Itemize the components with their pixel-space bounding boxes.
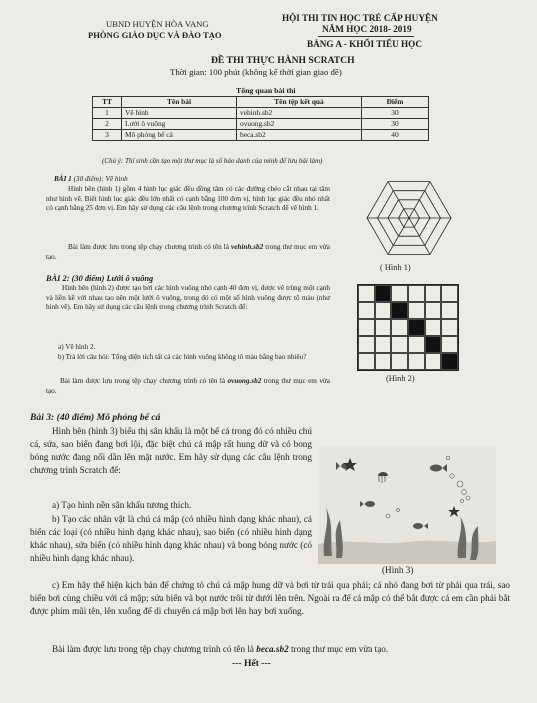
square-grid-figure — [357, 284, 459, 371]
table-cell: Vẽ hình — [122, 108, 237, 119]
figure3-caption: (Hình 3) — [382, 565, 414, 575]
table-cell: Mô phỏng bể cá — [122, 130, 237, 141]
end-marker: --- Hết --- — [232, 658, 271, 669]
table-cell: 30 — [362, 119, 429, 130]
grid-cell — [408, 336, 425, 353]
grid-cell — [391, 285, 408, 302]
bai3-heading — [30, 412, 160, 423]
grid-cell — [408, 353, 425, 370]
bai3-save-note — [30, 643, 510, 656]
grid-cell — [375, 302, 392, 319]
grid-cell — [358, 319, 375, 336]
overview-note: (Chú ý: Thí sinh cần tạo một thư mục là số báo danh của mình để lưu bài làm) — [102, 157, 323, 165]
grid-cell — [425, 353, 442, 370]
bai1-save-text-end: trong thư mục em vừa tạo. — [46, 243, 330, 261]
table-cell: 1 — [93, 108, 122, 119]
grid-cell — [425, 302, 442, 319]
figure2-caption: (Hình 2) — [386, 374, 415, 383]
nested-hexagons-figure — [361, 175, 457, 261]
grid-cell — [375, 353, 392, 370]
bai2-item-b: b) Trả lời câu hỏi: Tổng diện tích tất cả các hình vuông không tô màu bằng bao nhiêu? — [58, 353, 307, 361]
bai2-title: (30 điểm) Lưới ô vuông — [69, 274, 154, 283]
grid-cell — [391, 353, 408, 370]
office-name: PHÒNG GIÁO DỤC VÀ ĐÀO TẠO — [88, 30, 222, 40]
bai1-heading — [54, 175, 128, 185]
table-cell: ovuong.sb2 — [237, 119, 362, 130]
table-cell: beca.sb2 — [237, 130, 362, 141]
col-name: Tên bài — [122, 97, 237, 108]
aquarium-figure — [318, 446, 496, 564]
grid-cell-filled — [391, 302, 408, 319]
division-name: BẢNG A - KHỐI TIỂU HỌC — [307, 39, 422, 49]
grid-cell-filled — [425, 336, 442, 353]
grid-cell — [441, 319, 458, 336]
grid-cell-filled — [375, 285, 392, 302]
table-row — [93, 130, 429, 141]
grid-cell — [408, 285, 425, 302]
bai1-label: BÀI 1 — [54, 175, 72, 183]
table-cell: 3 — [93, 130, 122, 141]
bai2-paragraph: Hình bên (hình 2) được tạo bởi các hình vuông nhỏ cạnh 40 đơn vị, được vẽ trùng một cạnh và liền kề với nhau tạo nên một lưới ô vuông, trong đó có một số hình vuông được tô màu (như hình vẽ). Em hãy sử dụng các câu lệnh trong chương trình Scratch để: — [46, 284, 330, 312]
table-header-row — [93, 97, 429, 108]
grid-cell-filled — [408, 319, 425, 336]
bai3-title: (40 điểm) Mô phỏng bể cá — [54, 412, 161, 423]
school-year: NĂM HỌC 2018- 2019 — [322, 24, 412, 34]
bai3-label: Bài 3: — [30, 412, 55, 423]
bai3-save-text-end: trong thư mục em vừa tạo. — [288, 644, 389, 654]
contest-name: HỘI THI TIN HỌC TRẺ CẤP HUYỆN — [282, 13, 438, 23]
bai2-item-a: a) Vẽ hình 2. — [58, 343, 96, 351]
grid-cell — [408, 302, 425, 319]
exam-title: ĐỀ THI THỰC HÀNH SCRATCH — [211, 55, 355, 66]
grid-cell — [375, 336, 392, 353]
table-cell: 40 — [362, 130, 429, 141]
department-name: UBND HUYỆN HÒA VANG — [106, 19, 209, 29]
grid-cell — [425, 285, 442, 302]
bai1-save-note — [46, 243, 330, 262]
exam-time: Thời gian: 100 phút (không kể thời gian giao đề) — [170, 67, 342, 77]
bai2-save-note — [46, 377, 330, 396]
bai1-paragraph: Hình bên (hình 1) gồm 4 hình lục giác đều đồng tâm có các đường chéo cắt nhau tại tâm như hình vẽ. Biết hình lục giác đều lớn nhất có cạnh bằng 100 đơn vị, hình lục giác đều nhỏ nhất có cạnh bằng 25 đơn vị. Em hãy sử dụng các câu lệnh trong chương trình Scratch để vẽ hình 1. — [46, 185, 330, 213]
grid-cell — [358, 285, 375, 302]
grid-cell — [375, 319, 392, 336]
bai2-filename: ovuong.sb2 — [227, 377, 262, 385]
grid-cell — [391, 336, 408, 353]
grid-cell-filled — [441, 353, 458, 370]
bai1-title: (30 điểm): Vẽ hình — [71, 175, 128, 183]
table-cell: 30 — [362, 108, 429, 119]
bai3-paragraph: Hình bên (hình 3) biểu thị sân khấu là một bể cá trong đó có nhiều chú cá, sứa, sao biển đang bơi lội, đặc biệt chú cá mập rất hung dữ và có bong bóng nước đang nổi dần lên mặt nước. Em hãy sử dụng các câu lệnh trong chương trình Scratch để: — [30, 426, 312, 475]
table-cell: vehinh.sb2 — [237, 108, 362, 119]
bai3-save-text: Bài làm được lưu trong tệp chạy chương trình có tên là — [52, 644, 257, 654]
overview-table — [92, 96, 429, 141]
grid-cell — [441, 336, 458, 353]
bai3-item-a: a) Tạo hình nền sân khấu tương thích. — [52, 500, 192, 510]
bai2-save-text: Bài làm được lưu trong tệp chạy chương trình có tên là — [60, 377, 228, 385]
grid-cell — [441, 285, 458, 302]
bai2-save-text-end: trong thư mục em vừa tạo. — [46, 377, 330, 395]
col-tt: TT — [93, 97, 122, 108]
col-file: Tên tệp kết quả — [237, 97, 362, 108]
bai3-filename: beca.sb2 — [256, 644, 289, 654]
figure1-caption: ( Hình 1) — [380, 263, 411, 272]
bai1-filename: vehinh.sb2 — [231, 243, 264, 251]
bai2-heading — [46, 273, 153, 284]
table-cell: 2 — [93, 119, 122, 130]
header-divider — [318, 36, 414, 37]
grid-cell — [391, 319, 408, 336]
bai1-save-text: Bài làm được lưu trong tệp chạy chương trình có tên là — [68, 243, 232, 251]
grid-cell — [358, 302, 375, 319]
col-score: Điểm — [362, 97, 429, 108]
grid-cell — [441, 302, 458, 319]
bai3-item-b: b) Tạo các nhân vật là chú cá mập (có nhiều hình dạng khác nhau), cá biển các loại (có nhiều hình dạng khác nhau), sao biển (có nhiều hình dạng khác nhau), sứa biển (có nhiều hình dạng khác nhau) và bong bóng nước (có nhiều hình dạng khác nhau). — [30, 514, 312, 563]
grid-cell — [425, 319, 442, 336]
overview-caption: Tổng quan bài thi — [236, 86, 296, 95]
grid-cell — [358, 336, 375, 353]
grid-cell — [358, 353, 375, 370]
bai3-item-c: c) Em hãy thể hiện kịch bản để chứng tỏ chú cá mập hung dữ và bơi từ trái qua phải; cá nhỏ đang bơi từ phải qua trái, sao biển bơi cùng chiều với cá mập; sứa biển và bọt nước trôi từ dưới lên trên. Ngoài ra để cá mập có thể bắt được cá em cần phải bắt được phím mũi tên, lên xuống để di chuyển cá mập bơi lên hay bơi xuống. — [30, 580, 510, 616]
table-row — [93, 119, 429, 130]
bai2-label: BÀI 2: — [46, 274, 70, 283]
table-cell: Lưới ô vuông — [122, 119, 237, 130]
table-row — [93, 108, 429, 119]
